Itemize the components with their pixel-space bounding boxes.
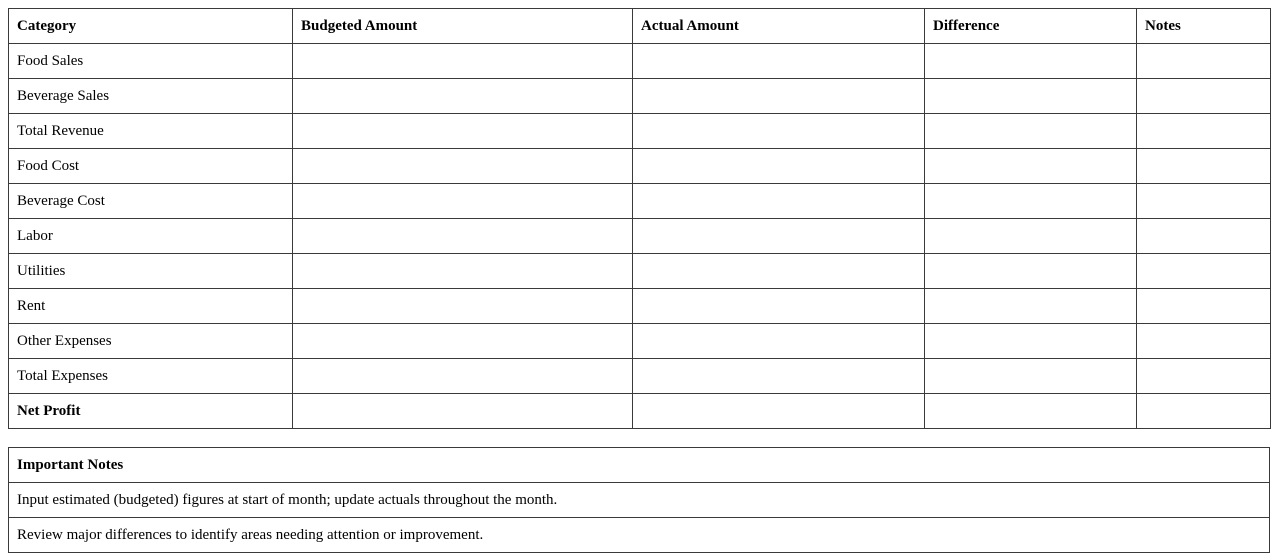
notes-cell[interactable] <box>1137 114 1271 149</box>
budgeted-amount-cell[interactable] <box>293 114 633 149</box>
difference-cell[interactable] <box>925 254 1137 289</box>
budgeted-amount-cell[interactable] <box>293 324 633 359</box>
actual-amount-cell[interactable] <box>633 254 925 289</box>
budgeted-amount-cell[interactable] <box>293 359 633 394</box>
category-cell: Total Revenue <box>9 114 293 149</box>
note-row <box>9 483 1270 518</box>
actual-amount-cell[interactable] <box>633 79 925 114</box>
category-cell: Total Expenses <box>9 359 293 394</box>
difference-cell[interactable] <box>925 114 1137 149</box>
notes-cell[interactable] <box>1137 394 1271 429</box>
important-notes-table <box>8 447 1270 553</box>
difference-cell[interactable] <box>925 184 1137 219</box>
header-category: Category <box>9 9 293 44</box>
difference-cell[interactable] <box>925 149 1137 184</box>
difference-cell[interactable] <box>925 44 1137 79</box>
category-cell: Food Cost <box>9 149 293 184</box>
table-row <box>9 394 1271 429</box>
budgeted-amount-cell[interactable] <box>293 149 633 184</box>
actual-amount-cell[interactable] <box>633 44 925 79</box>
difference-cell[interactable] <box>925 324 1137 359</box>
budget-table <box>8 8 1271 429</box>
budgeted-amount-cell[interactable] <box>293 394 633 429</box>
table-row <box>9 219 1271 254</box>
table-row <box>9 114 1271 149</box>
notes-cell[interactable] <box>1137 184 1271 219</box>
notes-cell[interactable] <box>1137 359 1271 394</box>
header-row <box>9 9 1271 44</box>
table-row <box>9 184 1271 219</box>
header-difference: Difference <box>925 9 1137 44</box>
category-cell: Net Profit <box>9 394 293 429</box>
notes-cell[interactable] <box>1137 149 1271 184</box>
category-cell: Labor <box>9 219 293 254</box>
table-row <box>9 149 1271 184</box>
table-row <box>9 324 1271 359</box>
category-cell: Other Expenses <box>9 324 293 359</box>
category-cell: Food Sales <box>9 44 293 79</box>
actual-amount-cell[interactable] <box>633 324 925 359</box>
notes-cell[interactable] <box>1137 289 1271 324</box>
difference-cell[interactable] <box>925 79 1137 114</box>
budgeted-amount-cell[interactable] <box>293 219 633 254</box>
category-cell: Rent <box>9 289 293 324</box>
notes-cell[interactable] <box>1137 219 1271 254</box>
actual-amount-cell[interactable] <box>633 289 925 324</box>
table-row <box>9 79 1271 114</box>
note-item: Review major differences to identify areas needing attention or improvement. <box>9 518 1270 553</box>
notes-cell[interactable] <box>1137 324 1271 359</box>
notes-header: Important Notes <box>9 448 1270 483</box>
difference-cell[interactable] <box>925 289 1137 324</box>
budgeted-amount-cell[interactable] <box>293 254 633 289</box>
difference-cell[interactable] <box>925 219 1137 254</box>
category-cell: Beverage Sales <box>9 79 293 114</box>
table-row <box>9 44 1271 79</box>
budgeted-amount-cell[interactable] <box>293 44 633 79</box>
category-cell: Utilities <box>9 254 293 289</box>
actual-amount-cell[interactable] <box>633 394 925 429</box>
difference-cell[interactable] <box>925 394 1137 429</box>
actual-amount-cell[interactable] <box>633 219 925 254</box>
note-row <box>9 518 1270 553</box>
budgeted-amount-cell[interactable] <box>293 184 633 219</box>
note-item: Input estimated (budgeted) figures at start of month; update actuals throughout the month. <box>9 483 1270 518</box>
table-row <box>9 359 1271 394</box>
notes-cell[interactable] <box>1137 79 1271 114</box>
notes-cell[interactable] <box>1137 254 1271 289</box>
table-row <box>9 254 1271 289</box>
table-row <box>9 289 1271 324</box>
budgeted-amount-cell[interactable] <box>293 79 633 114</box>
header-budgeted-amount: Budgeted Amount <box>293 9 633 44</box>
header-actual-amount: Actual Amount <box>633 9 925 44</box>
difference-cell[interactable] <box>925 359 1137 394</box>
actual-amount-cell[interactable] <box>633 114 925 149</box>
notes-header-row <box>9 448 1270 483</box>
budgeted-amount-cell[interactable] <box>293 289 633 324</box>
actual-amount-cell[interactable] <box>633 184 925 219</box>
actual-amount-cell[interactable] <box>633 149 925 184</box>
notes-cell[interactable] <box>1137 44 1271 79</box>
header-notes: Notes <box>1137 9 1271 44</box>
actual-amount-cell[interactable] <box>633 359 925 394</box>
category-cell: Beverage Cost <box>9 184 293 219</box>
